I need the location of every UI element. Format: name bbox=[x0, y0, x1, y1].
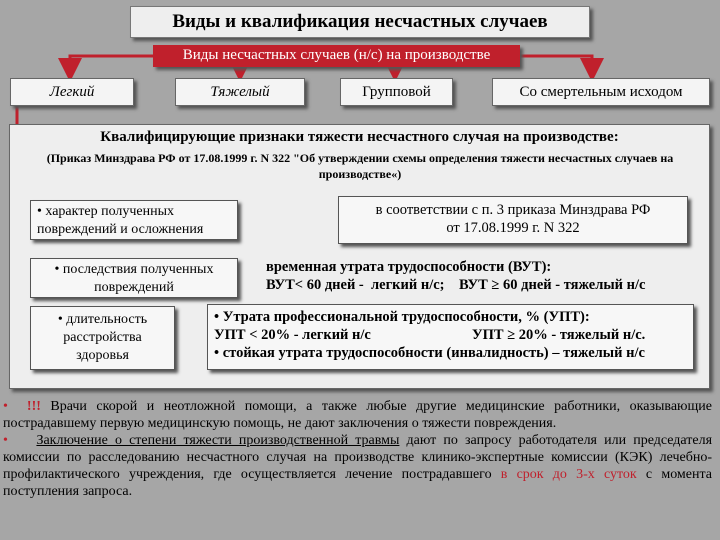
criterion-injury-nature: • характер полученных повреждений и осложнения bbox=[30, 200, 238, 240]
note-2 bbox=[3, 432, 712, 500]
type-light: Легкий bbox=[10, 78, 134, 106]
rule-upt-light: УПТ < 20% - легкий н/с bbox=[214, 327, 371, 343]
type-fatal: Со смертельным исходом bbox=[492, 78, 710, 106]
qualification-title: Квалифицирующие признаки тяжести несчастного случая на производстве: bbox=[100, 129, 619, 145]
note-1 bbox=[3, 398, 712, 432]
notes-block bbox=[3, 398, 712, 500]
rule-vut-line2: ВУТ< 60 дней - легкий н/с; ВУТ ≥ 60 дней - тяжелый н/с bbox=[266, 277, 646, 293]
rule-order-line2: от 17.08.1999 г. N 322 bbox=[446, 220, 580, 236]
rule-upt-line3: • стойкая утрата трудоспособности (инвалидность) – тяжелый н/с bbox=[214, 345, 645, 361]
rule-upt-line2 bbox=[214, 326, 687, 344]
qualification-subtitle: (Приказ Минздрава РФ от 17.08.1999 г. N 322 "Об утверждении схемы определения тяжести несчастных случаев на производстве«) bbox=[46, 151, 674, 181]
rule-order-reference bbox=[338, 196, 688, 244]
rule-vut-line1: временная утрата трудоспособности (ВУТ): bbox=[266, 259, 552, 275]
note-2-deadline: в срок до 3-х суток bbox=[500, 467, 637, 482]
rule-vut bbox=[266, 258, 711, 294]
note-warning-mark: !!! bbox=[26, 399, 41, 414]
rule-upt-severe: УПТ ≥ 20% - тяжелый н/с. bbox=[472, 327, 646, 343]
note-1-text: Врачи скорой и неотложной помощи, а также любые другие медицинские работники, оказывающие пострадавшему первую медицинскую помощь, не дают заключения о тяжести повреждения. bbox=[3, 399, 712, 431]
note-bullet: • bbox=[3, 399, 8, 414]
accident-types-header: Виды несчастных случаев (н/с) на производстве bbox=[153, 45, 520, 67]
rule-order-line1: в соответствии с п. 3 приказа Минздрава РФ bbox=[375, 202, 651, 218]
rule-upt-line1: • Утрата профессиональной трудоспособности, % (УПТ): bbox=[214, 309, 590, 325]
rule-upt bbox=[207, 304, 694, 370]
note-2-link: Заключение о степени тяжести производственной травмы bbox=[36, 433, 400, 448]
type-severe: Тяжелый bbox=[175, 78, 305, 106]
criterion-consequences: • последствия полученных повреждений bbox=[30, 258, 238, 298]
criterion-duration: • длительность расстройства здоровья bbox=[30, 306, 175, 370]
note-2-text: дают по запросу работодателя или председателя комиссии по расследованию несчастного случая на производстве клинико-экспертные комиссии (КЭК) лечебно-профилактического учреждения, где осуществляется лечение пострадавшего bbox=[3, 433, 713, 482]
page-title: Виды и квалификация несчастных случаев bbox=[130, 6, 590, 38]
note-2-end: с момента поступления запроса. bbox=[3, 467, 712, 499]
type-group: Групповой bbox=[340, 78, 453, 106]
note-bullet: • bbox=[3, 433, 8, 448]
